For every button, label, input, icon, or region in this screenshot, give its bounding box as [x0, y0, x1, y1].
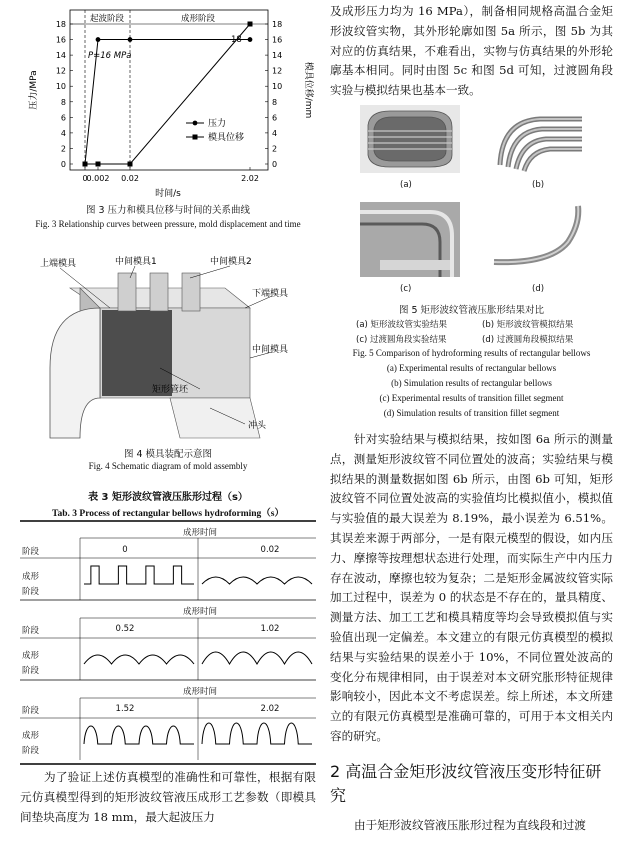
fig4-caption-cn: 图 4 模具装配示意图: [123, 449, 213, 460]
table3-stage-label-3: 阶段: [22, 706, 40, 716]
table3-stage-label-1: 阶段: [22, 547, 40, 557]
pressure-point: [96, 37, 101, 42]
table3-col-header-3: 成形时间: [182, 687, 217, 697]
left-tick-label: 0: [60, 160, 66, 169]
series-line-1: [85, 24, 250, 164]
fig5-caption-en: Fig. 5 Comparison of hydroforming results of rectangular bellows: [352, 348, 591, 358]
left-tick-label: 6: [60, 113, 66, 123]
fig5-item-c-cn: (c) 过渡圆角段实验结果: [356, 335, 447, 345]
x-tick-label: 2.02: [241, 174, 259, 183]
fig3-x-ticks: [82, 167, 258, 183]
table3-time-4: 1.52: [115, 704, 135, 714]
fig5-item-a-cn: (a) 矩形波纹管实验结果: [356, 320, 448, 330]
fig5-label-b: (b): [532, 180, 545, 190]
fig3-legend: [186, 117, 244, 143]
pressure-point: [128, 37, 133, 42]
left-tick-label: 10: [55, 82, 66, 92]
fig4-label-upper-mold: 上端模具: [40, 259, 77, 269]
table3-shape-label-3: 成形阶段: [22, 731, 40, 756]
fig5-item-d-en: (d) Simulation results of transition fillet segment: [383, 408, 560, 418]
displacement-point: [96, 162, 101, 167]
displacement-point: [83, 162, 88, 167]
bellows-profile-2.02: [202, 723, 312, 744]
bellows-profile-0.52: [84, 655, 194, 664]
fig3-chart: [18, 0, 318, 200]
fig5-image-a: [360, 105, 460, 173]
fig5-item-d-cn: (d) 过渡圆角段模拟结果: [482, 335, 574, 345]
fig5-image-d: [490, 202, 590, 277]
fig4-label-tube-blank: 矩形管坯: [152, 385, 189, 395]
pressure-point: [248, 37, 253, 42]
bellows-profile-0: [84, 566, 194, 584]
fig4-caption-en: Fig. 4 Schematic diagram of mold assembly: [88, 461, 248, 471]
table3-time-1: 0.02: [260, 545, 280, 555]
fig3-caption-en: Fig. 3 Relationship curves between pressure, mold displacement and time: [35, 219, 301, 229]
x-tick-label: 0.02: [121, 174, 139, 183]
bellows-profile-0.02: [202, 577, 312, 584]
legend-pressure: 压力: [208, 119, 227, 129]
fig4-label-punch: 冲头: [248, 421, 267, 431]
fig3-left-ticks: [56, 20, 73, 169]
left-tick-label: 14: [55, 51, 66, 61]
right-paragraph-2: 针对实验结果与模拟结果，按如图 6a 所示的测量点，测量矩形波纹管不同位置处的波高；实验结果与模拟结果的测量数据如图 6b 所示，由图 6b 可知，矩形波纹管不同位置处波高的实验值均比模拟值小，模拟值与实验值的最大误差为 8.19%，最小误差为 6.51%。其误差来源于两部分，一是有限元模型的假设，如内压力、摩擦等按理想状态进行处理，而实际生产中内压力存在波动，摩擦也较为复杂；二是矩形金属波纹管实际加工过程中，误差为 0 的状态是不存在的，量具精度、测量方法、加工工艺和模具精度等均会导致模拟值与实验值出现一定偏差。本文建立的有限元仿真模型的模拟结果与实验结果的误差小于 10%，不同位置处波高的变化分布规律相同，由于误差对本文研究胀形特征规律影响较小，因此本文不考虑误差。综上所述，本文所建立的有限元仿真模型是准确可靠的，可用于本文相关内容的研究。: [330, 432, 613, 743]
right-tick-label: 12: [272, 66, 283, 76]
fig5-item-a-en: (a) Experimental results of rectangular bellows: [386, 363, 557, 373]
fig5-item-c-en: (c) Experimental results of transition fillet segment: [379, 393, 564, 403]
fig4-diagram: [20, 248, 316, 440]
fig5-item-b-en: (b) Simulation results of rectangular bellows: [391, 378, 552, 388]
table3-shape-label-1: 成形阶段: [22, 572, 40, 597]
fig5-caption-cn: 图 5 矩形波纹管液压胀形结果对比: [398, 305, 545, 316]
right-tick-label: 6: [272, 113, 278, 123]
fig3-phase2-label: 成形阶段: [180, 14, 216, 24]
table3-title-cn: 表 3 矩形波纹管液压胀形过程（s）: [88, 492, 248, 503]
bellows-profile-1.02: [202, 652, 312, 664]
left-tick-label: 12: [55, 66, 66, 76]
left-tick-label: 4: [60, 128, 66, 138]
left-tick-label: 2: [60, 144, 66, 154]
left-tick-label: 18: [55, 20, 66, 29]
right-top-paragraph: 及成形压力均为 16 MPa），制备相同规格高温合金矩形波纹管实物，其外形轮廓如图 5a 所示，图 5b 为其对应的仿真结果，不难看出，实物与仿真结果的外形轮廓基本相同。同时由图 5c 和图 5d 可知，过渡圆角段实验与模拟结果也基本一致。: [330, 4, 613, 98]
table3-col-header-2: 成形时间: [182, 607, 217, 617]
table3-time-3: 1.02: [260, 624, 280, 634]
table3-title-en: Tab. 3 Process of rectangular bellows hydroforming（s）: [52, 509, 284, 519]
fig3-annotation: P=16 MPa: [88, 51, 132, 61]
left-tick-label: 16: [55, 35, 66, 45]
fig5-label-a: (a): [400, 180, 412, 190]
fig4-label-middle-mold-1: 中间模具1: [115, 257, 157, 267]
table3-col-header-1: 成形时间: [182, 528, 217, 538]
table3-time-0: 0: [122, 545, 128, 555]
fig5-label-c: (c): [400, 284, 412, 294]
right-tick-label: 10: [272, 82, 283, 92]
fig3-series: [83, 22, 253, 167]
table3-time-2: 0.52: [115, 624, 135, 634]
fig5-item-b-cn: (b) 矩形波纹管模拟结果: [482, 320, 574, 330]
right-tick-label: 4: [272, 128, 278, 138]
fig5-image-c: [360, 202, 460, 277]
fig3-ylabel-right: 模具位移/mm: [303, 61, 313, 119]
right-tick-label: 14: [272, 51, 283, 61]
displacement-point: [248, 22, 253, 27]
right-tick-label: 16: [272, 35, 283, 45]
displacement-point: [128, 162, 133, 167]
fig3-xlabel: 时间/s: [155, 189, 181, 199]
fig3-point-label: 18: [231, 35, 242, 45]
right-paragraph-3: 由于矩形波纹管液压胀形过程为直线段和过渡: [354, 818, 586, 832]
right-tick-label: 18: [272, 20, 283, 29]
table3-shape-label-2: 成形阶段: [22, 651, 40, 676]
fig4-label-middle-mold-2: 中间模具2: [210, 257, 252, 267]
right-tick-label: 0: [272, 160, 278, 169]
fig4-label-middle-mold: 中间模具: [252, 345, 289, 355]
fig5-label-d: (d): [532, 284, 545, 294]
fig4-label-lower-mold: 下端模具: [252, 289, 289, 299]
x-tick-label: 0: [82, 174, 88, 183]
fig3-right-ticks: [265, 20, 282, 169]
fig5-image-b: [490, 105, 590, 173]
table3: [20, 520, 316, 765]
right-tick-label: 2: [272, 144, 278, 154]
legend-displacement: 模具位移: [208, 133, 245, 143]
left-paragraph: 为了验证上述仿真模型的准确性和可靠性，根据有限元仿真模型得到的矩形波纹管液压成形工艺参数（即模具间垫块高度为 18 mm，最大起波压力: [20, 770, 316, 824]
left-tick-label: 8: [60, 97, 66, 107]
table3-time-5: 2.02: [260, 704, 280, 714]
right-tick-label: 8: [272, 97, 278, 107]
x-tick-label: 0.002: [86, 174, 110, 183]
table3-stage-label-2: 阶段: [22, 626, 40, 636]
fig3-ylabel-left: 压力/MPa: [29, 70, 39, 110]
fig3-phase1-label: 起波阶段: [89, 14, 125, 24]
section-heading: 2 高温合金矩形波纹管液压变形特征研究: [330, 762, 602, 805]
fig3-caption-cn: 图 3 压力和模具位移与时间的关系曲线: [85, 205, 251, 216]
bellows-profile-1.52: [84, 726, 194, 744]
